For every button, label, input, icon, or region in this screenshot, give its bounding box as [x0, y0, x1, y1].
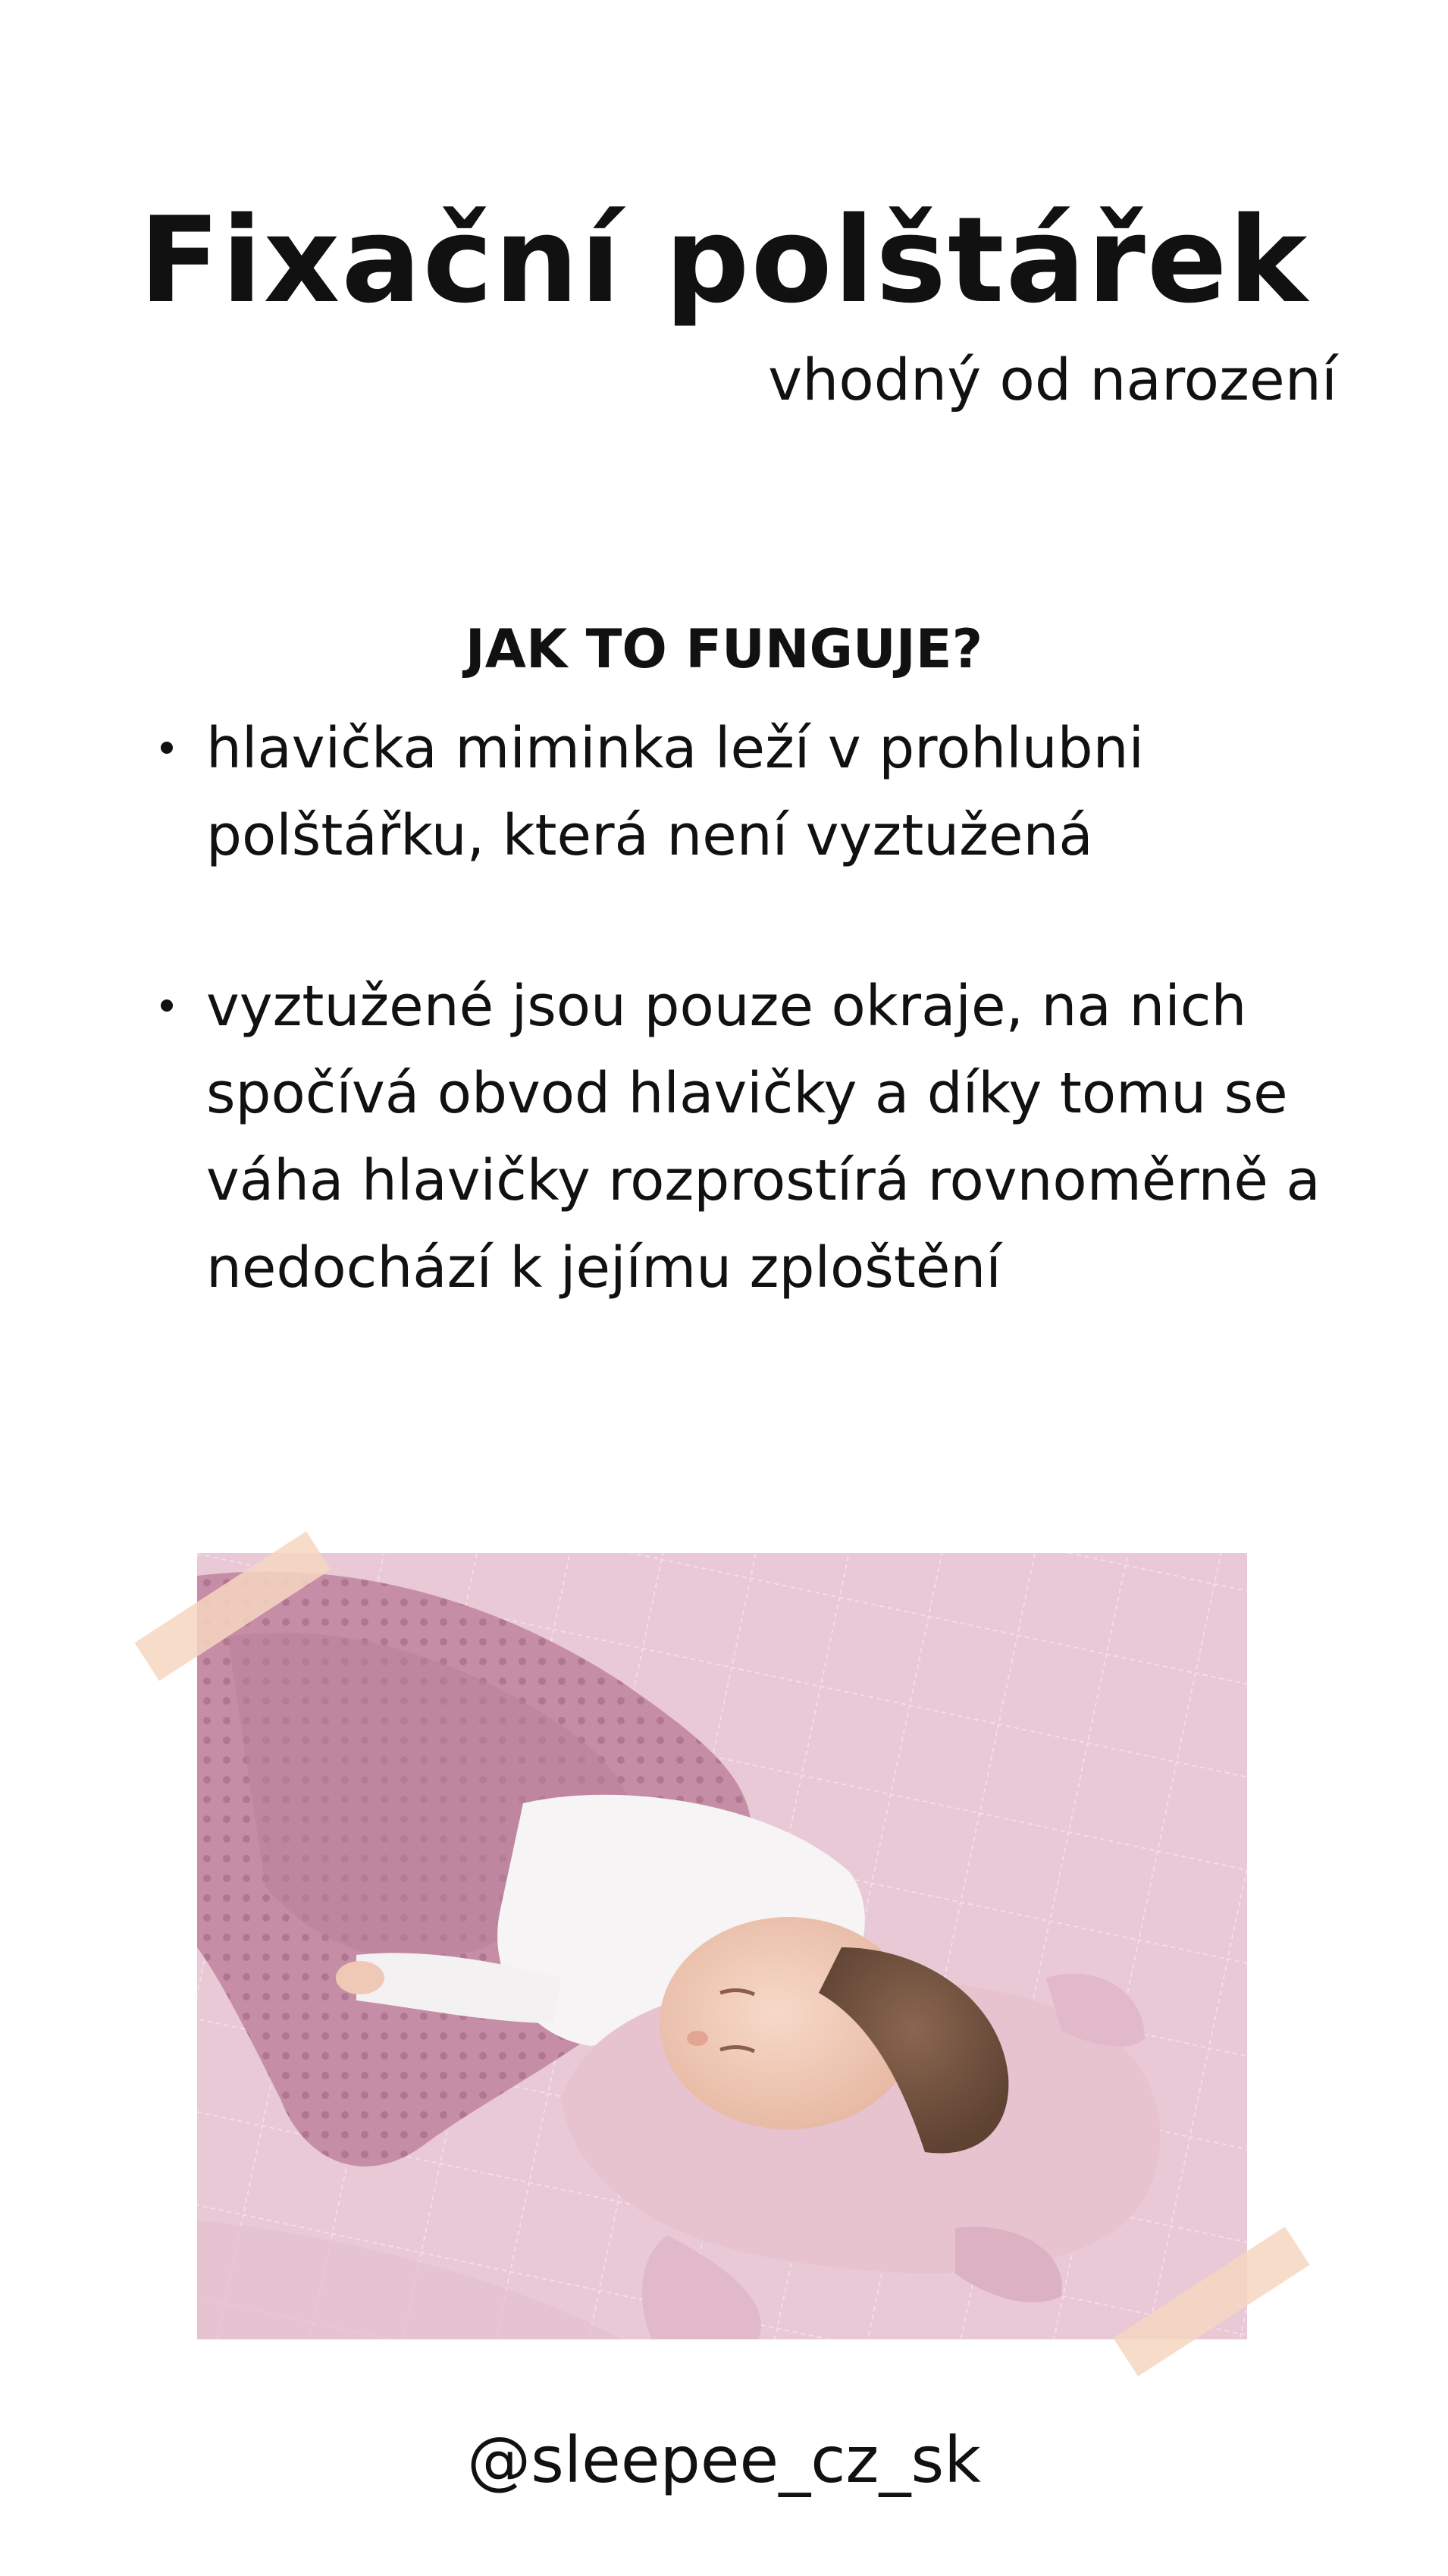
bullet-text: vyztužené jsou pouze okraje, na nich spočívá obvod hlavičky a díky tomu se váha hlavičky rozprostírá rovnoměrně a nedochází k jejímu zploštění [206, 974, 1321, 1301]
bullet-text: hlavička miminka leží v prohlubni polštářku, která není vyztužená [206, 716, 1145, 868]
section-heading: JAK TO FUNGUJE? [465, 618, 983, 680]
baby-photo [197, 1553, 1247, 2339]
bullet-dot-icon [161, 742, 173, 754]
page-title: Fixační polštářek [139, 191, 1309, 329]
social-handle: @sleepee_cz_sk [467, 2423, 981, 2497]
list-item [161, 705, 1359, 880]
photo-frame [197, 1553, 1247, 2339]
page-subtitle: vhodný od narození [768, 346, 1337, 413]
bullet-list [161, 705, 1359, 1312]
bullet-dot-icon [161, 999, 173, 1012]
list-item [161, 963, 1359, 1312]
